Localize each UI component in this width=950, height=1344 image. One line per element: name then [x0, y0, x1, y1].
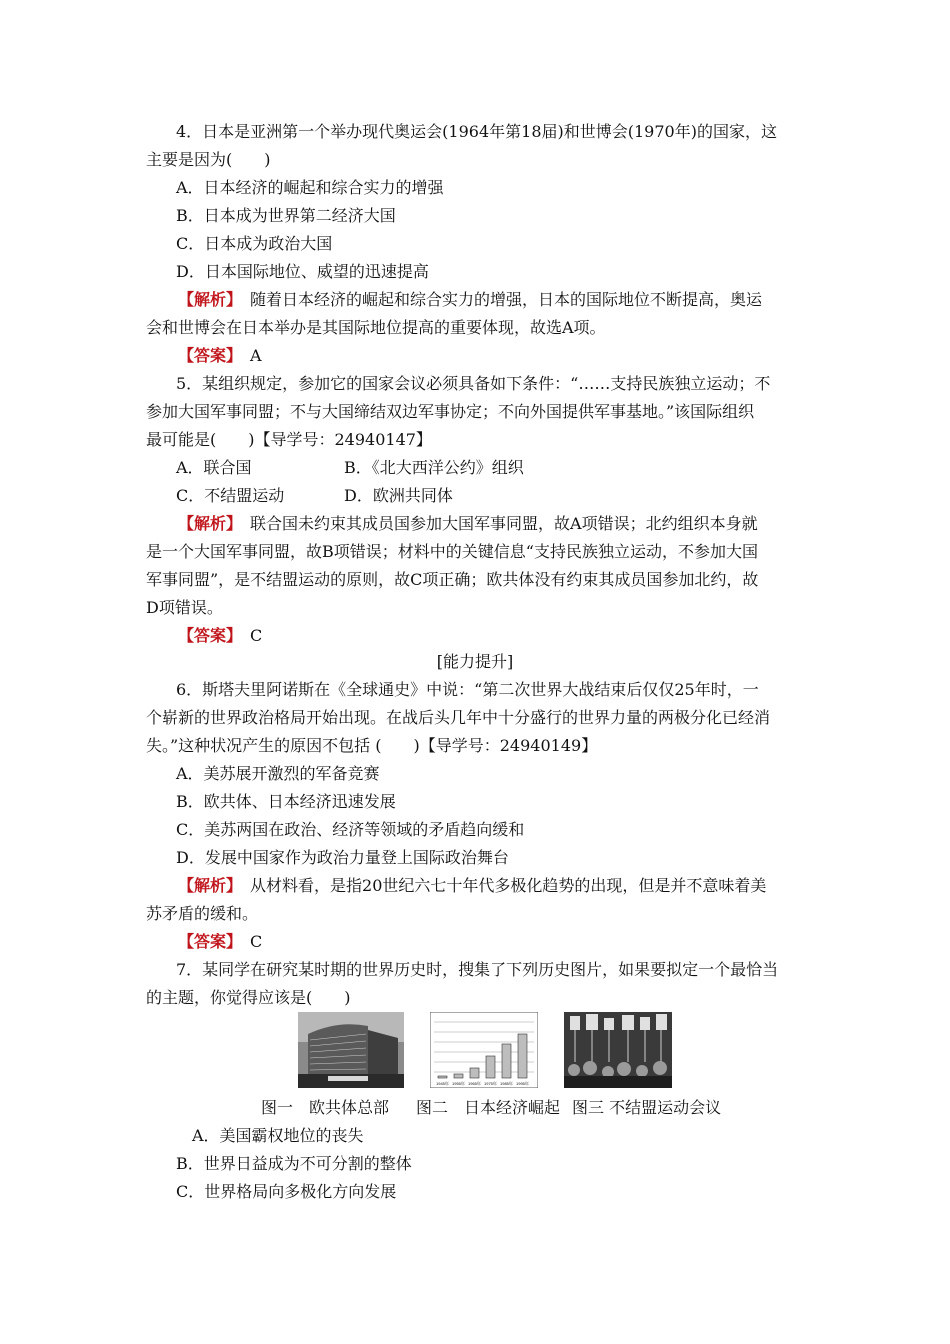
figure-1-ec-headquarters-photo — [298, 1012, 404, 1088]
q7-option-a: A．美国霸权地位的丧失 — [192, 1126, 364, 1145]
q6-analysis-line2: 苏矛盾的缓和。 — [146, 904, 259, 923]
q5-answer-value: C — [234, 626, 263, 645]
q4-option-a: A．日本经济的崛起和综合实力的增强 — [176, 178, 444, 197]
q4-analysis-line1 — [178, 290, 762, 310]
q4-analysis-text: 随着日本经济的崛起和综合实力的增强，日本的国际地位不断提高，奥运 — [234, 290, 763, 309]
q5-option-d: D．欧洲共同体 — [344, 486, 453, 505]
q6-stem-line2: 个崭新的世界政治格局开始出现。在战后头几年中十分盛行的世界力量的两极分化已经消 — [146, 708, 771, 727]
q4-option-d: D．日本国际地位、威望的迅速提高 — [176, 262, 429, 281]
chart-tick-label: 1995年 — [516, 1081, 529, 1086]
q7-stem-line1: 7．某同学在研究某时期的世界历史时，搜集了下列历史图片，如果要拟定一个最恰当 — [176, 960, 779, 979]
chart-bar — [518, 1034, 527, 1078]
figure-1-caption: 图一 欧共体总部 — [261, 1098, 390, 1117]
q5-analysis-line1 — [178, 514, 758, 534]
q5-option-c: C．不结盟运动 — [176, 486, 285, 505]
q5-analysis-line2: 是一个大国军事同盟，故B项错误；材料中的关键信息“支持民族独立运动，不参加大国 — [146, 542, 758, 561]
q4-answer-value: A — [234, 346, 262, 365]
q7-stem-line2: 的主题，你觉得应该是( ) — [146, 988, 351, 1007]
q5-stem-line1: 5．某组织规定，参加它的国家会议必须具备如下条件：“……支持民族独立运动；不 — [176, 374, 771, 393]
q4-analysis-line2: 会和世博会在日本举办是其国际地位提高的重要体现，故选A项。 — [146, 318, 606, 337]
figure-3-caption: 图三 不结盟运动会议 — [572, 1098, 722, 1117]
q4-stem-line1: 4．日本是亚洲第一个举办现代奥运会(1964年第18届)和世博会(1970年)的国家，这 — [176, 122, 777, 141]
q4-option-c: C．日本成为政治大国 — [176, 234, 333, 253]
q5-analysis-text: 联合国未约束其成员国参加大国军事同盟，故A项错误；北约组织本身就 — [234, 514, 758, 533]
answer-label: 【答案】 — [178, 932, 235, 951]
q6-option-d: D．发展中国家作为政治力量登上国际政治舞台 — [176, 848, 509, 867]
chart-tick-label: 1975年 — [484, 1081, 497, 1086]
q5-analysis-line3: 军事同盟”，是不结盟运动的原则，故C项正确；欧共体没有约束其成员国参加北约，故 — [146, 570, 759, 589]
chart-bar — [470, 1068, 479, 1078]
analysis-label: 【解析】 — [178, 290, 235, 309]
figure-2-japan-economy-chart — [430, 1012, 538, 1088]
q6-stem-line3: 失。”这种状况产生的原因不包括 ( )【导学号：24940149】 — [146, 736, 598, 755]
q5-stem-line2: 参加大国军事同盟；不与大国缔结双边军事协定；不向外国提供军事基地。”该国际组织 — [146, 402, 755, 421]
q4-option-b: B．日本成为世界第二经济大国 — [176, 206, 396, 225]
q6-analysis-line1 — [178, 876, 766, 896]
chart-bar — [438, 1076, 447, 1078]
figure-2-caption: 图二 日本经济崛起 — [416, 1098, 561, 1117]
analysis-label: 【解析】 — [178, 876, 235, 895]
q4-answer — [178, 346, 262, 366]
q7-option-b: B．世界日益成为不可分割的整体 — [176, 1154, 412, 1173]
q5-option-b: B．《北大西洋公约》组织 — [344, 458, 524, 477]
q7-option-c: C．世界格局向多极化方向发展 — [176, 1182, 397, 1201]
q5-analysis-line4: D项错误。 — [146, 598, 223, 617]
q6-option-a: A．美苏展开激烈的军备竞赛 — [176, 764, 380, 783]
chart-tick-label: 1985年 — [500, 1081, 513, 1086]
q6-analysis-text: 从材料看，是指20世纪六七十年代多极化趋势的出现，但是并不意味着美 — [234, 876, 767, 895]
chart-bar — [502, 1044, 511, 1078]
q5-stem-line3: 最可能是( )【导学号：24940147】 — [146, 430, 432, 449]
answer-label: 【答案】 — [178, 626, 235, 645]
q6-stem-line1: 6．斯塔夫里阿诺斯在《全球通史》中说：“第二次世界大战结束后仅仅25年时，一 — [176, 680, 759, 699]
chart-tick-label: 1945年 — [436, 1081, 449, 1086]
q4-stem-line2: 主要是因为( ) — [146, 150, 271, 169]
q6-option-b: B．欧共体、日本经济迅速发展 — [176, 792, 396, 811]
figure-3-non-aligned-conference-photo — [564, 1012, 672, 1088]
analysis-label: 【解析】 — [178, 514, 235, 533]
q6-answer-value: C — [234, 932, 263, 951]
q6-option-c: C．美苏两国在政治、经济等领域的矛盾趋向缓和 — [176, 820, 525, 839]
q5-option-a: A．联合国 — [176, 458, 252, 477]
chart-tick-label: 1955年 — [452, 1081, 465, 1086]
answer-label: 【答案】 — [178, 346, 235, 365]
q5-answer — [178, 626, 262, 646]
chart-tick-label: 1965年 — [468, 1081, 481, 1086]
chart-bar — [454, 1074, 463, 1078]
q6-answer — [178, 932, 262, 952]
section-heading: [能力提升] — [436, 652, 514, 671]
chart-bar — [486, 1056, 495, 1078]
